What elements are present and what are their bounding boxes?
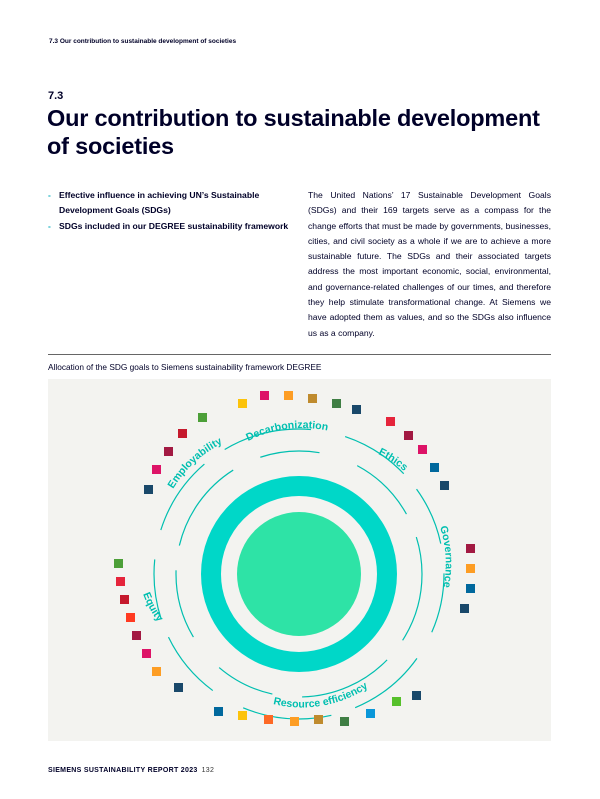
- label-ethics: Ethics: [376, 445, 411, 474]
- sdg-figure: [48, 379, 551, 741]
- bullet-text: SDGs included in our DEGREE sustainability framework: [59, 220, 289, 231]
- breadcrumb: 7.3 Our contribution to sustainable development of societies: [49, 38, 237, 45]
- page-title: Our contribution to sustainable development of societies: [47, 105, 540, 159]
- dash-icon: -: [48, 190, 51, 200]
- sdg-icons-equity: [114, 559, 183, 692]
- figure-caption: Allocation of the SDG goals to Siemens sustainability framework DEGREE: [48, 362, 322, 372]
- label-resource-efficiency: Resource efficiency: [272, 679, 370, 711]
- label-equity: Equity: [140, 590, 166, 624]
- section-number: 7.3: [48, 90, 64, 102]
- body-paragraph: The United Nations’ 17 Sustainable Development Goals (SDGs) and their 169 targets serve as a compass for the change efforts that must be made by governments, businesses, cities, and civil society as a whole if we are to achieve a more sustainable future. The SDGs and their associated targets address the most important economic, social, environmental, and governance-related challenges of our times, and therefore they help stimulate transformational change. At Siemens we have adopted them as values, and so the SDGs also influence us as a company.: [308, 190, 551, 338]
- bullet-text: Effective influence in achieving UN’s Sustainable Development Goals (SDGs): [59, 190, 260, 216]
- core-circle: [237, 512, 361, 636]
- label-governance: Governance: [437, 524, 455, 589]
- label-decarbonization: Decarbonization: [244, 418, 330, 444]
- footer: [48, 767, 214, 774]
- report-name: SIEMENS SUSTAINABILITY REPORT 2023: [48, 767, 198, 774]
- list-item: [48, 219, 293, 234]
- divider: [48, 354, 551, 355]
- highlights-list: [48, 188, 293, 234]
- dash-icon: -: [48, 220, 51, 231]
- page-number: 132: [201, 767, 215, 774]
- sdg-icons-governance: [460, 544, 475, 613]
- list-item: [48, 188, 293, 219]
- label-employability: Employability: [165, 435, 224, 491]
- sdg-icons-decarbonization: [238, 391, 361, 414]
- degree-diagram: [48, 379, 551, 741]
